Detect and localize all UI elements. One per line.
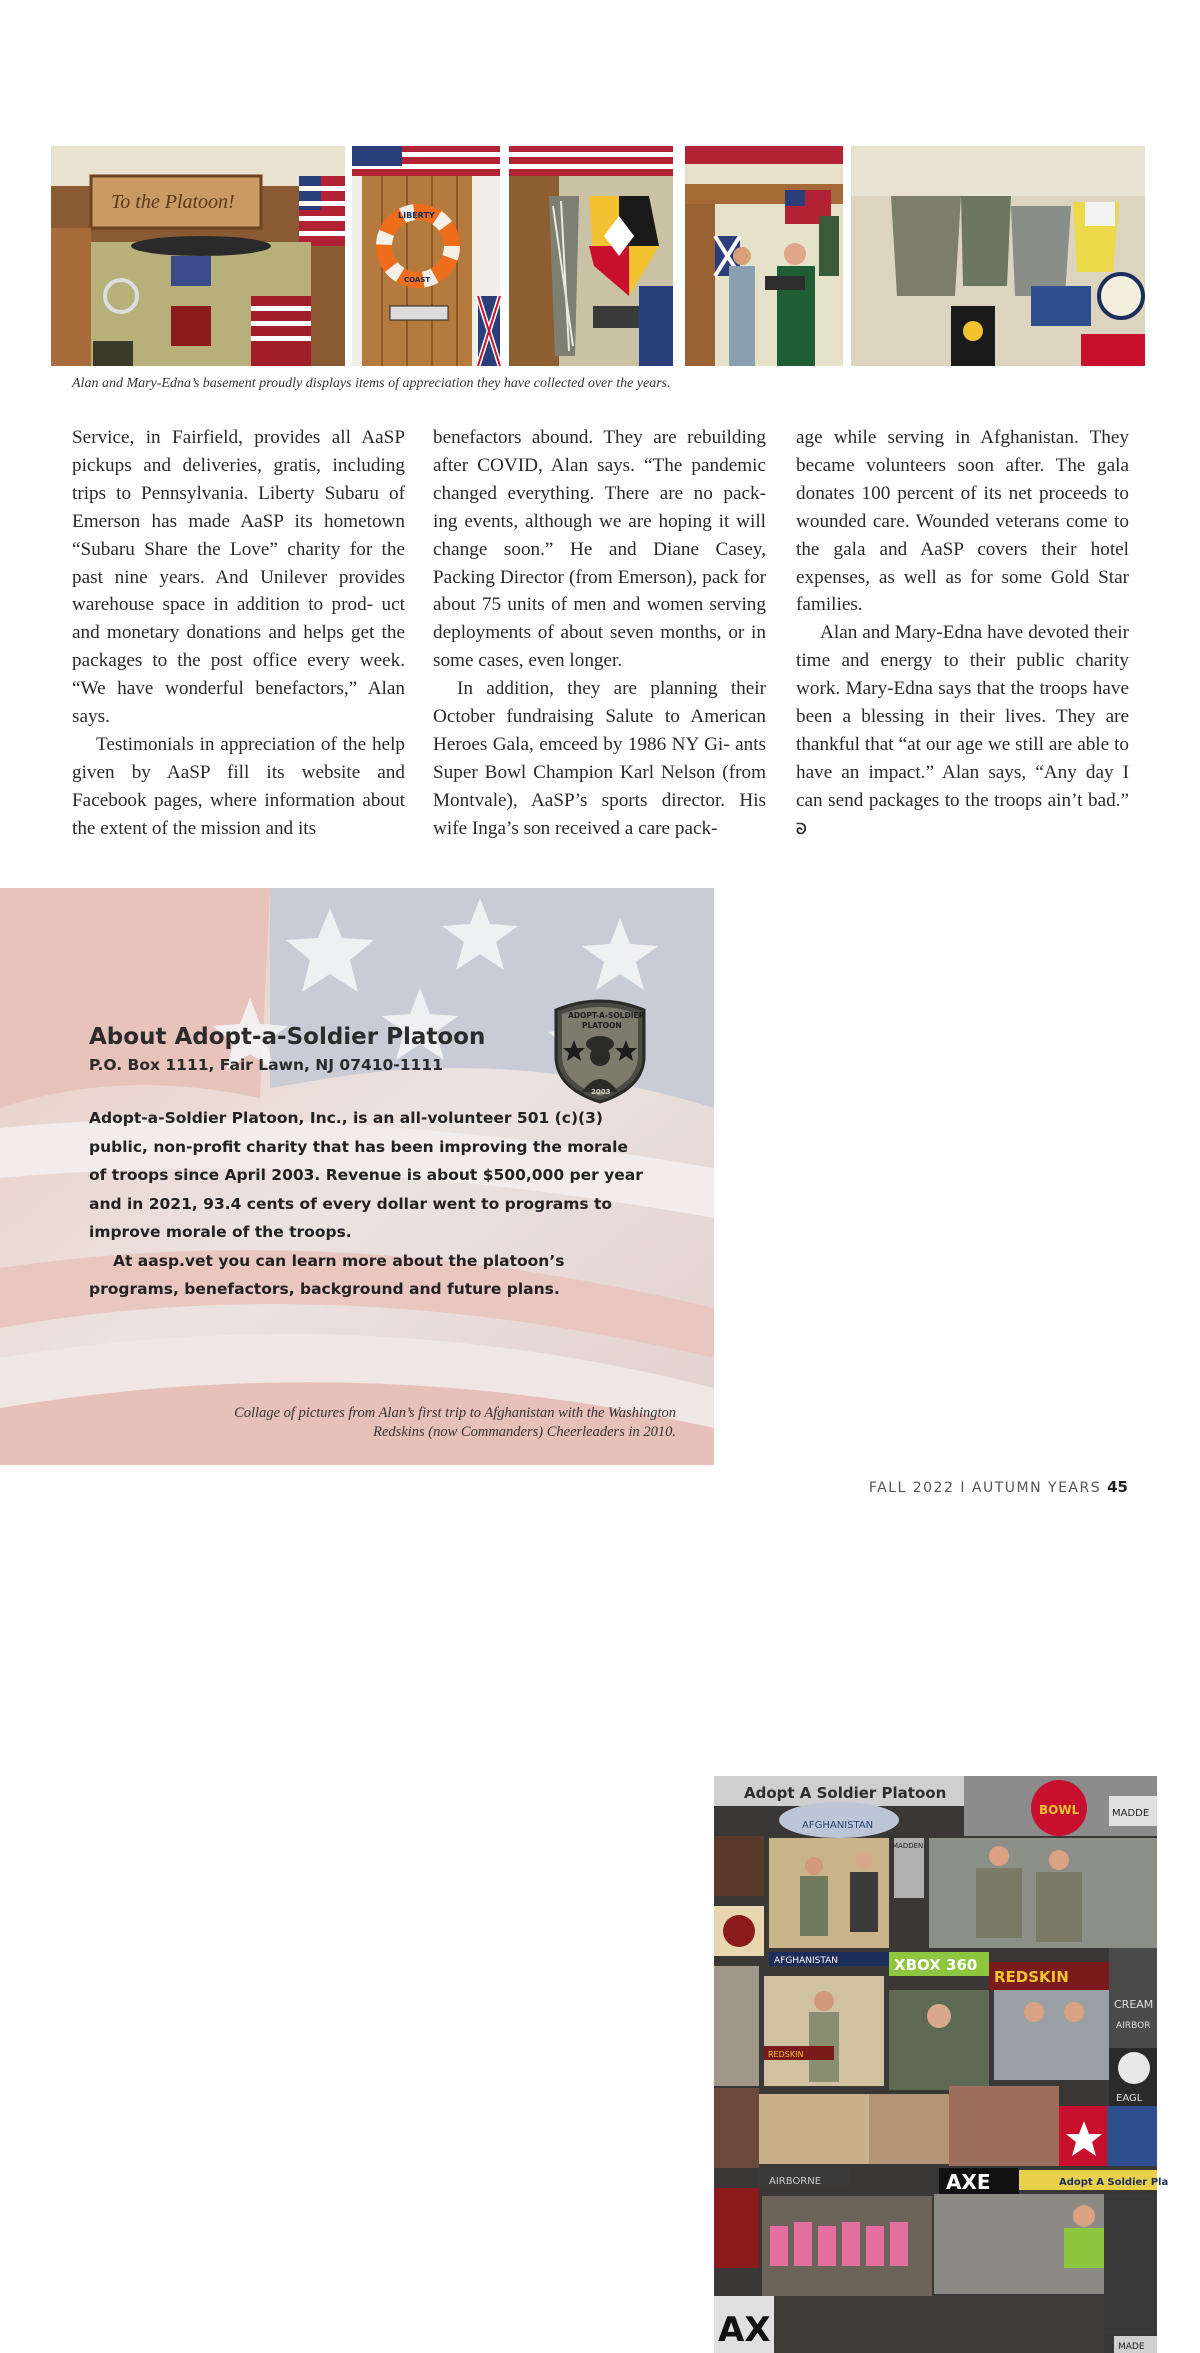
- collage-redskins-2: REDSKIN: [768, 2050, 804, 2059]
- about-address: P.O. Box 1111, Fair Lawn, NJ 07410-1111: [89, 1056, 443, 1074]
- article-paragraph: Service, in Fairfield, provides all AaSP pickups and deliveries, gratis, including trips to Pennsylvania. Liberty Subaru of Emerson has made AaSP its hometown “Subaru Share the Love” charity for the past nine years. And Unilever provides warehouse space in addition to prod- uct and monetary donations and helps get the packages to the post office every week. “We have wonderful benefactors,” Alan says.: [72, 427, 405, 728]
- page-footer: [869, 1478, 1128, 1496]
- uniforms-wall-photo: [851, 146, 1145, 366]
- collage-axe: AXE: [946, 2170, 991, 2194]
- collage-madden: MADDE: [1112, 1808, 1150, 1819]
- article-closing-text: Alan and Mary-Edna have devoted their time and energy to their public charity work. Mary-Edna says that the troops have been a blessing in their lives. They are thankful that “at our age we still are able to have an impact.” Alan says, “Any day I can send packages to the troops ain’t bad.”: [796, 622, 1129, 811]
- platoon-badge-icon: [548, 996, 652, 1104]
- lifering-door-photo: [352, 146, 500, 366]
- scarves-flags-photo: [509, 146, 673, 366]
- badge-year-text: 2003: [591, 1088, 611, 1096]
- about-title: About Adopt-a-Soldier Platoon: [89, 1024, 486, 1050]
- badge-top-text: ADOPT-A-SOLDIER: [568, 1011, 645, 1020]
- ring-text: LIBERTY: [398, 211, 435, 220]
- collage-redskins: REDSKIN: [994, 1968, 1069, 1986]
- article-column-2: [433, 424, 766, 843]
- end-mark-icon: ᘐ: [796, 819, 807, 838]
- collage-bowl: BOWL: [1039, 1803, 1080, 1817]
- article-paragraph: benefactors abound. They are rebuilding after COVID, Alan says. “The pandemic changed everything. There are no pack- ing events, although we are hoping it will change soon.” He and Diane Casey, Packing Director (from Emerson), pack for about 75 units of men and women serving deployments of about seven months, or in some cases, even longer.: [433, 427, 766, 672]
- article-paragraph: Testimonials in appreciation of the help given by AaSP fill its website and Facebook pages, where information about the extent of the mission and its: [72, 733, 405, 839]
- collage-caption: [150, 1404, 676, 1442]
- issue-label: FALL 2022 I AUTUMN YEARS: [868, 1480, 1102, 1496]
- collage-eagle: EAGL: [1116, 2093, 1143, 2104]
- about-paragraph: At aasp.vet you can learn more about the platoon’s programs, benefactors, background and future plans.: [89, 1251, 565, 1298]
- about-paragraph: Adopt-a-Soldier Platoon, Inc., is an all-volunteer 501 (c)(3) public, non-profit charity that has been improving the morale of troops since April 2003. Revenue is about $500,000 per year and in 2021, 93.4 cents of every dollar went to programs to improve morale of the troops.: [89, 1109, 643, 1241]
- collage-cream: CREAM: [1114, 1998, 1154, 2011]
- basement-sign-photo: [51, 146, 345, 366]
- collage-airborne-2: AIRBORNE: [769, 2176, 822, 2187]
- sign-text: To the Platoon!: [111, 191, 235, 213]
- collage-afghanistan: AFGHANISTAN: [802, 1820, 874, 1831]
- collage-madden-2: MADDEN: [892, 1842, 924, 1850]
- article-column-1: [72, 424, 405, 843]
- collage-xbox: XBOX 360: [894, 1956, 978, 1974]
- collage-afghanistan-2: AFGHANISTAN: [774, 1956, 839, 1966]
- article-paragraph: age while serving in Afghanistan. They became volunteers soon after. The gala donates 100 percent of its net proceeds to wounded care. Wounded veterans come to the gala and AaSP covers their hotel expenses, as well as for some Gold Star families.: [796, 427, 1129, 616]
- afghanistan-collage: [714, 1776, 1169, 2353]
- article-paragraph: [796, 619, 1129, 843]
- photo-strip-caption: Alan and Mary-Edna’s basement proudly displays items of appreciation they have collected over the years.: [72, 376, 671, 391]
- collage-header: Adopt A Soldier Platoon: [744, 1784, 947, 1802]
- collage-caption-line: Collage of pictures from Alan’s first trip to Afghanistan with the Washington: [234, 1405, 676, 1421]
- page-number: 45: [1107, 1478, 1128, 1496]
- collage-airborne: AIRBOR: [1116, 2021, 1151, 2031]
- collage-caption-line: Redskins (now Commanders) Cheerleaders in 2010.: [373, 1424, 676, 1440]
- photo-strip: [51, 146, 1145, 366]
- badge-mid-text: PLATOON: [582, 1021, 622, 1030]
- collage-madden-3: MADE: [1118, 2342, 1145, 2352]
- article-column-3: [796, 424, 1129, 844]
- about-body: [89, 1104, 649, 1304]
- article-paragraph: In addition, they are planning their October fundraising Salute to American Heroes Gala, emceed by 1986 NY Gi- ants Super Bowl Champion Karl Nelson (from Montvale), AaSP’s sports director. His wife Inga’s son received a care pack-: [433, 678, 766, 839]
- ring-text-2: COAST: [404, 276, 431, 284]
- collage-axe-2: AX: [718, 2310, 771, 2350]
- couple-photo: [685, 146, 843, 366]
- collage-strip-label: Adopt A Soldier Pla: [1059, 2177, 1169, 2188]
